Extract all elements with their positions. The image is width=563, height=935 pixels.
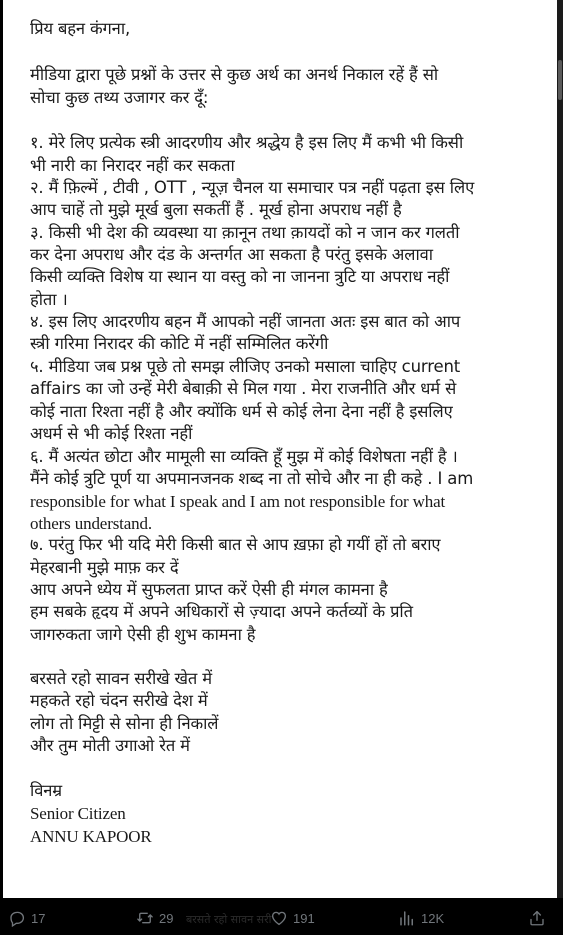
- letter-line: ३. किसी भी देश की व्यवस्था या क़ानून तथा क़ायदों को न जान कर गलती: [30, 223, 460, 242]
- views-count: 12K: [421, 910, 445, 926]
- letter-line: स्त्री गरिमा निरादर की कोटि में नहीं सम्मिलित करेंगी: [30, 334, 329, 353]
- letter-line: और तुम मोती उगाओ रेत में: [30, 736, 190, 755]
- letter-image[interactable]: [3, 0, 557, 898]
- letter-line: किसी व्यक्ति विशेष या स्थान या वस्तु को ना जानना त्रुटि या अपराध नहीं: [30, 267, 450, 286]
- letter-line: प्रिय बहन कंगना,: [30, 19, 131, 38]
- scrollbar-thumb[interactable]: [558, 60, 562, 100]
- overlay-faded-text: बरसते रहो सावन सरी: [186, 913, 272, 926]
- reply-count: 17: [31, 910, 46, 926]
- repost-button[interactable]: [136, 909, 173, 927]
- letter-line: आप चाहें तो मुझे मूर्ख बुला सकतीं हैं . मूर्ख होना अपराध नहीं है: [30, 200, 402, 219]
- letter-line: मैंने कोई त्रुटि पूर्ण या अपमानजनक शब्द ना तो सोचे और ना ही कहे . I am: [30, 469, 474, 488]
- letter-line: आप अपने ध्येय में सुफलता प्राप्त करें ऐसी ही मंगल कामना है: [30, 580, 388, 599]
- letter-line: सोचा कुछ तथ्य उजागर कर दूँ:: [30, 88, 209, 107]
- letter-line: लोग तो मिट्टी से सोना ही निकालें: [30, 714, 219, 733]
- share-button[interactable]: [528, 909, 546, 927]
- letter-line: १. मेरे लिए प्रत्येक स्त्री आदरणीय और श्रद्धेय है इस लिए मैं कभी भी किसी: [30, 133, 464, 152]
- reply-icon: [8, 909, 26, 927]
- views-button[interactable]: [398, 909, 444, 927]
- letter-line: होता ।: [30, 290, 68, 309]
- post-action-bar: [0, 898, 563, 935]
- letter-line: ७. परंतु फिर भी यदि मेरी किसी बात से आप ख़फ़ा हो गयीं हों तो बराए: [30, 535, 441, 554]
- heart-icon: [270, 909, 288, 927]
- like-count: 191: [293, 910, 315, 926]
- letter-line: भी नारी का निरादर नहीं कर सकता: [30, 156, 235, 175]
- scrollbar[interactable]: [557, 0, 563, 898]
- letter-line: others understand.: [30, 514, 152, 533]
- letter-line: affairs का जो उन्हें मेरी बेबाक़ी से मिल गया . मेरा राजनीति और धर्म से: [30, 379, 457, 398]
- repost-icon: [136, 909, 154, 927]
- letter-line: हम सबके हृदय में अपने अधिकारों से ज़्यादा अपने कर्तव्यों के प्रति: [30, 602, 413, 621]
- letter-line: जागरुकता जागे ऐसी ही शुभ कामना है: [30, 625, 256, 644]
- letter-line: विनम्र: [30, 781, 63, 800]
- letter-line: २. मैं फ़िल्में , टीवी , OTT , न्यूज़ चैनल या समाचार पत्र नहीं पढ़ता इस लिए: [30, 178, 475, 197]
- letter-line: ४. इस लिए आदरणीय बहन मैं आपको नहीं जानता अतः इस बात को आप: [30, 312, 461, 331]
- reply-button[interactable]: [8, 909, 45, 927]
- letter-line: बरसते रहो सावन सरीखे खेत में: [30, 669, 212, 688]
- letter-line: responsible for what I speak and I am not responsible for what: [30, 492, 446, 511]
- like-button[interactable]: [270, 909, 315, 927]
- analytics-icon: [398, 909, 416, 927]
- letter-line: कोई नाता रिश्ता नहीं है और क्योंकि धर्म से कोई लेना देना नहीं है इसलिए: [30, 402, 453, 421]
- letter-line: मेहरबानी मुझे माफ़ कर दें: [30, 558, 179, 577]
- repost-count: 29: [159, 910, 174, 926]
- letter-line: कर देना अपराध और दंड के अन्तर्गत आ सकता है परंतु इसके अलावा: [30, 245, 433, 264]
- letter-line: ६. मैं अत्यंत छोटा और मामूली सा व्यक्ति हूँ मुझ में कोई विशेषता नहीं है ।: [30, 447, 458, 466]
- letter-line: महकते रहो चंदन सरीखे देश में: [30, 691, 208, 710]
- letter-line: ५. मीडिया जब प्रश्न पूछे तो समझ लीजिए उनको मसाला चाहिए current: [30, 357, 461, 376]
- letter-line: Senior Citizen: [30, 804, 126, 823]
- letter-line: अधर्म से भी कोई रिश्ता नहीं: [30, 424, 193, 443]
- letter-line: मीडिया द्वारा पूछे प्रश्नों के उत्तर से कुछ अर्थ का अनर्थ निकाल रहें हैं सो: [30, 65, 439, 84]
- share-icon: [528, 909, 546, 927]
- letter-line: ANNU KAPOOR: [30, 827, 152, 846]
